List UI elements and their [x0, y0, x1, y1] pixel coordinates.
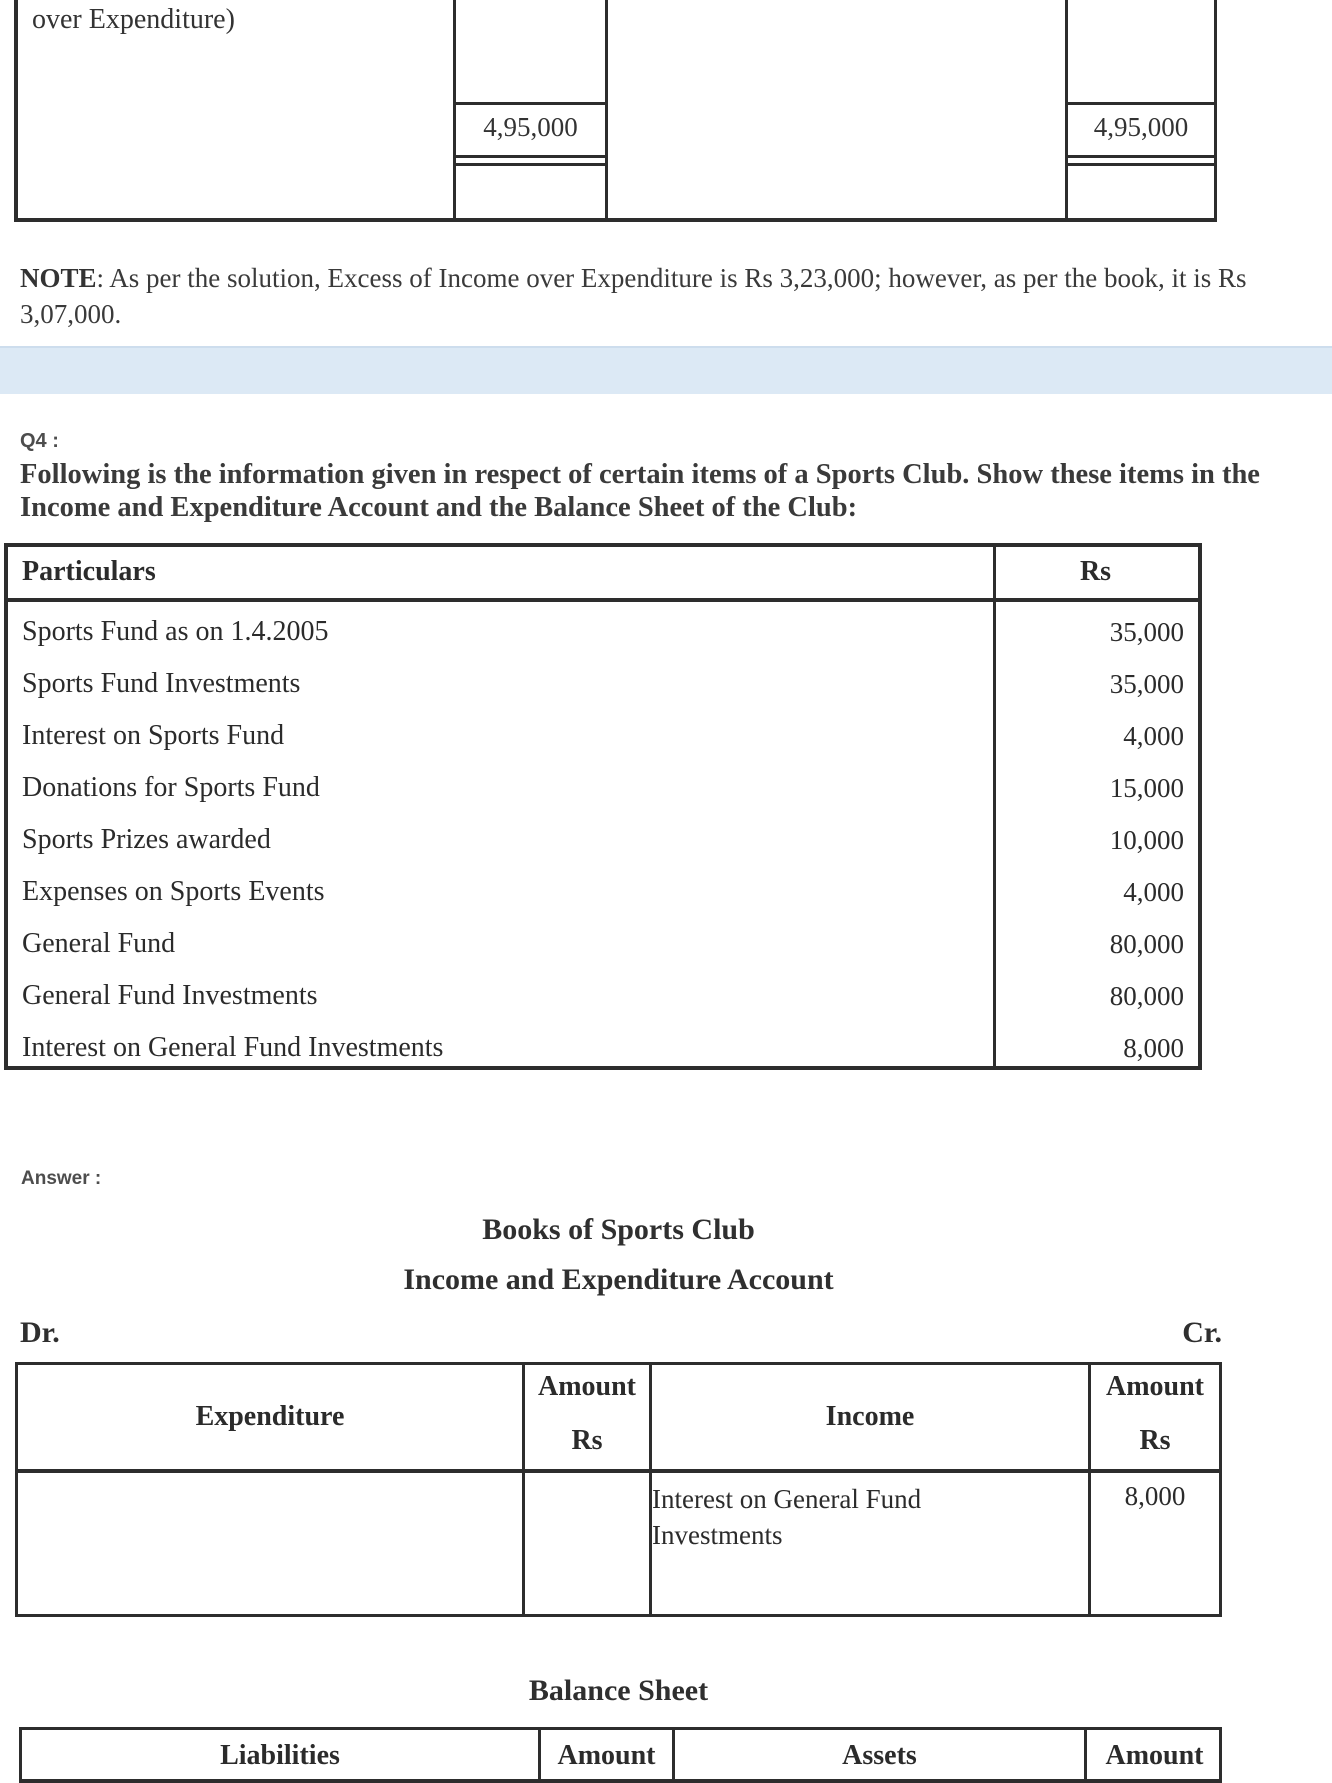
- table-row: [8, 706, 1198, 758]
- table-row: [8, 862, 1198, 914]
- account-title: Income and Expenditure Account: [403, 1263, 834, 1296]
- particulars-table-header: [8, 547, 1198, 602]
- row-value: 35,000: [1109, 669, 1184, 699]
- answer-label: Answer :: [21, 1168, 102, 1189]
- balance-sheet-title: Balance Sheet: [528, 1674, 709, 1707]
- row-value: 8,000: [1123, 1033, 1184, 1063]
- row-value: 10,000: [1109, 825, 1184, 855]
- row-label: General Fund: [22, 928, 176, 959]
- header-liabilities: Liabilities: [220, 1740, 340, 1771]
- table-row: [8, 758, 1198, 810]
- row-label: Interest on General Fund Investments: [22, 1032, 444, 1063]
- rs-word: Rs: [571, 1425, 603, 1456]
- credit-total-value: 4,95,000: [1093, 112, 1189, 142]
- table-row: [8, 1018, 1198, 1070]
- header-income: Income: [825, 1401, 915, 1432]
- question-text: Following is the information given in respect of certain items of a Sports Club. Show these items in the Income and Expenditure Account and the Balance Sheet of the Club:: [20, 459, 1260, 523]
- income-row-amount: 8,000: [1124, 1481, 1186, 1511]
- particulars-table: [4, 543, 1202, 1070]
- header-amount-credit: [1091, 1365, 1219, 1457]
- row-label: General Fund Investments: [22, 980, 318, 1011]
- header-assets: Assets: [842, 1740, 917, 1771]
- table-left-border: [14, 0, 18, 222]
- header-expenditure: Expenditure: [195, 1401, 345, 1432]
- row-value: 4,000: [1123, 877, 1184, 907]
- total-rule: [456, 102, 605, 105]
- table-row: [8, 810, 1198, 862]
- header-rs: Rs: [1079, 556, 1112, 587]
- row-label: Donations for Sports Fund: [22, 772, 320, 803]
- note-text: : As per the solution, Excess of Income over Expenditure is Rs 3,23,000; however, as per the book, it is Rs 3,07,000.: [20, 263, 1247, 329]
- question-number-label: Q4 :: [20, 430, 59, 452]
- row-label: Expenses on Sports Events: [22, 876, 325, 907]
- row-label: Sports Fund as on 1.4.2005: [22, 616, 329, 647]
- note-paragraph: [20, 260, 1320, 332]
- income-row-text: Interest on General Fund Investments: [652, 1484, 922, 1550]
- debit-total-cell: [456, 0, 605, 222]
- books-title: Books of Sports Club: [482, 1213, 755, 1246]
- table-right-border: [1214, 0, 1217, 222]
- column-divider: [605, 0, 608, 222]
- table-row: [8, 654, 1198, 706]
- rs-word: Rs: [1139, 1425, 1171, 1456]
- total-rule: [1068, 102, 1214, 105]
- row-value: 4,000: [1123, 721, 1184, 751]
- double-rule: [1068, 155, 1214, 166]
- header-particulars: Particulars: [22, 556, 156, 587]
- row-value: 15,000: [1109, 773, 1184, 803]
- header-amount-liabilities: Amount: [557, 1740, 656, 1771]
- balance-sheet-table: [19, 1727, 1222, 1783]
- row-label: Interest on Sports Fund: [22, 720, 285, 751]
- row-label: Sports Fund Investments: [22, 668, 301, 699]
- table-row: [8, 966, 1198, 1018]
- table-row: [8, 914, 1198, 966]
- row-value: 80,000: [1109, 929, 1184, 959]
- income-expenditure-table: [15, 1362, 1222, 1617]
- header-amount-assets: Amount: [1105, 1740, 1204, 1771]
- cr-label: Cr.: [1182, 1316, 1222, 1349]
- dr-label: Dr.: [20, 1316, 60, 1349]
- credit-total-cell: [1068, 0, 1214, 222]
- amount-word: Amount: [1105, 1371, 1204, 1402]
- note-prefix: NOTE: [20, 263, 97, 293]
- row-value: 80,000: [1109, 981, 1184, 1011]
- header-amount-debit: [525, 1365, 649, 1457]
- carryover-text: over Expenditure): [32, 4, 235, 35]
- table-row: [8, 602, 1198, 654]
- debit-total-value: 4,95,000: [483, 112, 578, 142]
- amount-word: Amount: [537, 1371, 636, 1402]
- double-rule: [456, 155, 605, 166]
- row-label: Sports Prizes awarded: [22, 824, 271, 855]
- row-value: 35,000: [1109, 617, 1184, 647]
- top-account-table: [14, 0, 1217, 222]
- particulars-rows: [8, 602, 1198, 1066]
- table-bottom-border: [14, 218, 1217, 222]
- section-divider-bar: [0, 346, 1332, 394]
